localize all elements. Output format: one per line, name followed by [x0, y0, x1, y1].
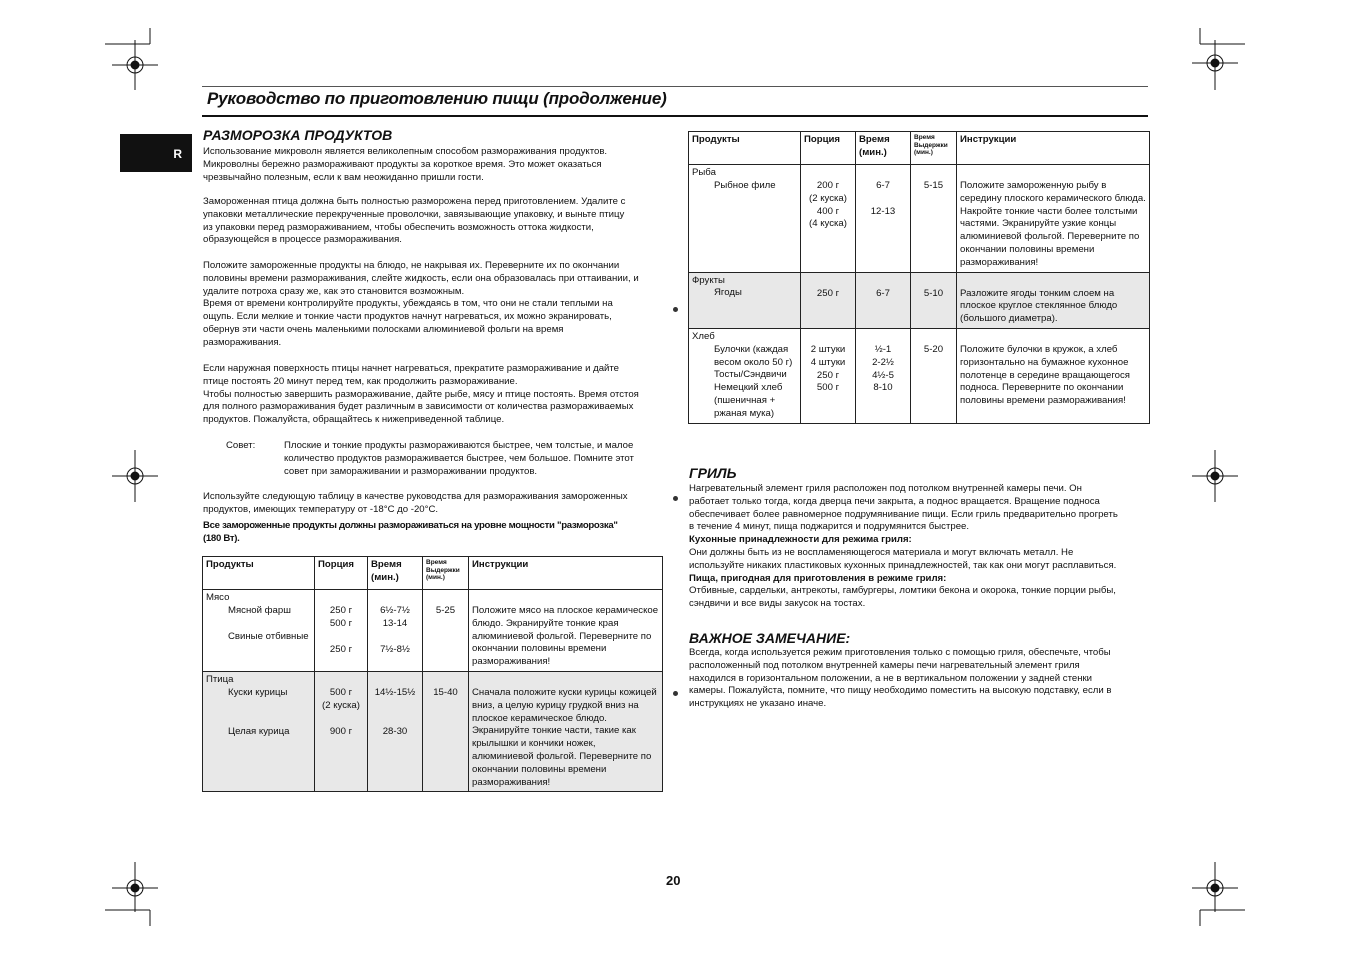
cell-portion — [315, 671, 368, 791]
text-line: (180 Вт). — [203, 532, 240, 544]
col-header-time: Время (мин.) — [856, 132, 911, 165]
col-header-portion: Порция — [315, 557, 368, 590]
item-spacer — [206, 700, 311, 726]
cell-standing — [911, 165, 957, 273]
grill-description — [689, 483, 1151, 611]
text-line: Положите замороженные продукты на блюдо, не накрывая их. Переверните их по окончании — [203, 260, 620, 271]
text-line: для полного размораживания будет различным в зависимости от количества размораживаемых — [203, 401, 634, 413]
cell-product — [689, 165, 801, 273]
table-row — [689, 272, 1150, 328]
language-tab-label: R — [173, 147, 182, 161]
cell-standing — [423, 590, 469, 672]
cell-instructions — [957, 328, 1150, 423]
page-number: 20 — [666, 873, 681, 888]
time-value: 4½-5 — [872, 369, 894, 381]
table-header-row — [203, 557, 663, 590]
header-rule-top — [202, 86, 1148, 87]
time-value: 28-30 — [382, 725, 408, 737]
text-line: Если наружная поверхность птицы начнет нагреваться, прекратите размораживание и дайте — [203, 363, 620, 374]
text-line: половины времени размораживания, слейте жидкость, если она образовалась при оттаивании, и — [203, 272, 639, 284]
tip-text — [284, 440, 669, 478]
portion-value: 900 г — [329, 725, 353, 737]
cell-time — [856, 165, 911, 273]
page-title: Руководство по приготовлению пищи (продолжение) — [207, 89, 667, 108]
text-line: чрезвычайно полезным, если к вам неожиданно пришли гости. — [203, 171, 484, 183]
text-line: используйте никаких пластиковых кухонных принадлежностей, так как они могут расплавиться. — [689, 559, 1117, 571]
text-line: Замороженная птица должна быть полностью разморожена перед приготовлением. Удалите с — [203, 196, 626, 207]
table-row — [689, 328, 1150, 423]
cell-instructions — [957, 272, 1150, 328]
portion-value: 250 г — [329, 643, 353, 655]
defrost-heading-wrap — [203, 127, 392, 143]
cell-time — [368, 671, 423, 791]
text-line: находился в горизонтальном положении, а не в вертикальном положении у задней стенки — [689, 672, 1093, 684]
text-line: Время от времени контролируйте продукты, убеждаясь в том, что они не стали теплыми на — [203, 298, 613, 310]
cell-time — [856, 272, 911, 328]
cell-instructions — [957, 165, 1150, 273]
standing-value: 5-10 — [923, 287, 944, 299]
group-label: Мясо — [206, 592, 230, 603]
text-line: из упаковки перед размораживанием, чтобы обеспечить возможность оттока жидкости, — [203, 221, 594, 233]
text-line: обеспечивает более равномерное подрумянивание пищи. Если гриль предварительно прогреть — [689, 508, 1118, 520]
standing-value: 5-15 — [923, 180, 944, 191]
important-note — [689, 647, 1151, 711]
table-guide-paragraph — [203, 491, 668, 517]
binding-dot — [673, 307, 678, 312]
binding-dot — [673, 691, 678, 696]
table-row — [689, 165, 1150, 273]
instructions-text: Положите булочки в кружок, а хлеб горизонтально на бумажное кухонное полотенце в середине вращающегося подноса. Переверните по окончании половины времени размораживания! — [960, 343, 1130, 407]
text-line: Они должны быть из не воспламеняющегося материала и могут включать металл. Не — [689, 546, 1074, 558]
cell-portion — [801, 328, 856, 423]
col-header-product: Продукты — [203, 557, 315, 590]
text-line: Использование микроволн является великолепным способом размораживания продуктов. — [203, 146, 608, 157]
portion-value: 200 г — [816, 180, 840, 191]
table-row — [203, 590, 663, 672]
cell-product — [689, 328, 801, 423]
text-line: размораживания. — [203, 336, 282, 348]
text-line: в течение 4 минут, пища поджарится и подрумянится быстрее. — [689, 521, 970, 533]
portion-value: 250 г — [329, 605, 353, 616]
standing-value: 5-20 — [923, 343, 944, 355]
text-line: продуктов. Пожалуйста, обращайтесь к нижеприведенной таблице. — [203, 414, 505, 426]
cell-standing — [911, 328, 957, 423]
text-line: Нагревательный элемент гриля расположен под потолком внутренней камеры печи. Он — [689, 483, 1082, 494]
grill-cookware-subheading: Кухонные принадлежности для режима гриля: — [689, 534, 912, 546]
text-line: удалите потроха сразу же, как это становится возможным. — [203, 285, 465, 297]
cell-time — [368, 590, 423, 672]
important-heading: ВАЖНОЕ ЗАМЕЧАНИЕ: — [689, 630, 851, 646]
cell-instructions — [469, 590, 663, 672]
standing-value: 15-40 — [433, 686, 458, 698]
portion-value: (2 куска) — [809, 192, 847, 204]
power-level-note — [203, 520, 668, 546]
grill-heading-wrap — [689, 465, 737, 481]
item-label: Ягоды — [714, 287, 742, 299]
time-value: 12-13 — [870, 205, 896, 217]
col-header-standing: Время Выдержки (мин.) — [911, 132, 957, 165]
text-line: обернув эти части очень маленькими полосками алюминиевой фольги на время — [203, 323, 564, 335]
text-line: расположенный под потолком внутренней камеры печи нагревательный элемент гриля — [689, 659, 1080, 671]
text-line: количество продуктов размораживается быстрее, чем большое. Помните этот — [284, 452, 634, 464]
cell-product — [689, 272, 801, 328]
portion-value: 2 штуки — [810, 343, 846, 355]
instructions-text: Сначала положите куски курицы кожицей вниз, а целую курицу грудкой вниз на плоское керамическое блюдо. Экранируйте тонкие части, такие как крылышки и кончики ножек, алюминиевой фольгой. Переверните по окончании половины времени размораживания! — [472, 686, 657, 788]
instructions-text: Разложите ягоды тонким слоем на плоское круглое стеклянное блюдо (большого диаметра). — [960, 287, 1118, 325]
item-label: Куски курицы — [228, 686, 288, 698]
header-rule — [202, 115, 1148, 117]
text-line: Все замороженные продукты должны размораживаться на уровне мощности "разморозка" — [203, 520, 618, 531]
instructions-text: Положите мясо на плоское керамическое блюдо. Экранируйте тонкие края алюминиевой фольгой. Переверните по окончании половины времени размораживания! — [472, 605, 659, 668]
text-line: птице постоять 20 минут перед тем, как продолжить размораживание. — [203, 375, 518, 387]
defrost-heading: РАЗМОРОЗКА ПРОДУКТОВ — [203, 127, 393, 143]
grill-food-subheading: Пища, пригодная для приготовления в режиме гриля: — [689, 572, 947, 584]
col-header-time: Время (мин.) — [368, 557, 423, 590]
portion-value: 400 г — [816, 205, 840, 217]
portion-value: 250 г — [816, 369, 840, 381]
instructions-text: Положите замороженную рыбу в середину плоского керамического блюда. Накройте тонкие части более толстыми частями. Экранируйте узкие концы алюминиевой фольгой. Переверните по окончании половины времени размораживания! — [960, 180, 1146, 268]
item-label: Целая курица — [228, 725, 290, 737]
text-line: образующейся в процессе размораживания. — [203, 234, 402, 246]
defrost-poultry-paragraph — [203, 196, 668, 247]
table-row — [203, 671, 663, 791]
portion-value: 500 г — [816, 382, 840, 394]
tip-label: Совет: — [226, 440, 256, 451]
cell-portion — [315, 590, 368, 672]
item-label: Тосты/Сэндвичи — [714, 369, 787, 381]
text-line: Микроволны бережно размораживают продукты за короткое время. Это может оказаться — [203, 158, 602, 170]
group-label: Птица — [206, 673, 234, 685]
standing-value: 5-25 — [435, 605, 456, 616]
text-line: упаковки металлические перекрученные проволочки, завязывающие упаковку, и выньте птицу — [203, 208, 625, 220]
cell-instructions — [469, 671, 663, 791]
language-tab — [120, 134, 192, 172]
item-label: Мясной фарш — [228, 604, 291, 616]
time-value: 14½-15½ — [374, 686, 416, 698]
group-label: Фрукты — [692, 274, 725, 286]
defrost-table-meat-poultry — [202, 556, 663, 792]
col-header-product: Продукты — [689, 132, 801, 165]
cell-standing — [911, 272, 957, 328]
time-value: 6½-7½ — [380, 605, 410, 616]
col-header-instructions: Инструкции — [957, 132, 1150, 165]
defrost-intro — [203, 146, 668, 184]
defrost-procedure-paragraph — [203, 260, 668, 350]
portion-value: 4 штуки — [810, 356, 846, 368]
time-value: 7½-8½ — [380, 643, 410, 655]
defrost-standing-paragraph — [203, 363, 668, 427]
portion-value: (4 куска) — [809, 218, 847, 230]
portion-value: (2 куска) — [322, 699, 360, 711]
text-line: Используйте следующую таблицу в качестве руководства для размораживания замороженных — [203, 491, 628, 502]
cell-product — [203, 590, 315, 672]
time-value: 2-2½ — [872, 356, 894, 368]
table-header-row — [689, 132, 1150, 165]
text-line: работает только тогда, когда дверца печи закрыта, а поднос вращается. Вращение подноса — [689, 495, 1100, 507]
cell-standing — [423, 671, 469, 791]
text-line: Отбивные, сардельки, антрекоты, гамбургеры, ломтики бекона и окорока, тонкие порции рыбы, — [689, 585, 1116, 597]
text-line: совет при замораживании и размораживании продуктов. — [284, 465, 538, 477]
text-line: Плоские и тонкие продукты размораживаются быстрее, чем толстые, и малое — [284, 440, 634, 451]
col-header-standing: Время Выдержки (мин.) — [423, 557, 469, 590]
item-spacer — [206, 618, 311, 631]
binding-dot — [673, 496, 678, 501]
col-header-portion: Порция — [801, 132, 856, 165]
cell-product — [203, 671, 315, 791]
time-value: 8-10 — [873, 382, 893, 394]
time-value: 6-7 — [876, 287, 890, 299]
time-value: 6-7 — [876, 180, 890, 191]
cell-portion — [801, 165, 856, 273]
time-value: 13-14 — [382, 617, 408, 629]
group-label: Рыба — [692, 167, 716, 178]
defrost-table-fish-fruit-bread — [688, 131, 1150, 424]
text-line: ощупь. Если мелкие и тонкие части продуктов начнут нагреваться, их можно экранировать, — [203, 311, 612, 323]
text-line: камеры. Пожалуйста, помните, что пищу необходимо поместить на высокую подставку, если в — [689, 685, 1112, 697]
text-line: инструкциях не указано иначе. — [689, 698, 827, 710]
cell-time — [856, 328, 911, 423]
text-line: Чтобы полностью завершить размораживание, дайте рыбе, мясу и птице постоять. Время отстоя — [203, 388, 639, 400]
cell-portion — [801, 272, 856, 328]
item-label: Булочки (каждая весом около 50 г) — [714, 343, 793, 368]
text-line: Всегда, когда используется режим приготовления только с помощью гриля, обеспечьте, чтобы — [689, 647, 1111, 658]
time-value: ½-1 — [874, 343, 892, 355]
group-label: Хлеб — [692, 330, 715, 342]
item-label: Немецкий хлеб (пшеничная + ржаная мука) — [714, 382, 783, 419]
portion-value: 500 г — [329, 686, 353, 698]
portion-value: 250 г — [816, 287, 840, 299]
portion-value: 500 г — [329, 617, 353, 629]
text-line: сэндвичи и все виды закусок на тостах. — [689, 598, 866, 610]
item-label: Свиные отбивные — [228, 630, 309, 642]
text-line: продуктов, имеющих температуру от -18°C до -20°C. — [203, 503, 439, 515]
grill-heading: ГРИЛЬ — [689, 465, 737, 481]
col-header-instructions: Инструкции — [469, 557, 663, 590]
important-heading-wrap — [689, 630, 850, 646]
item-label: Рыбное филе — [714, 179, 776, 191]
